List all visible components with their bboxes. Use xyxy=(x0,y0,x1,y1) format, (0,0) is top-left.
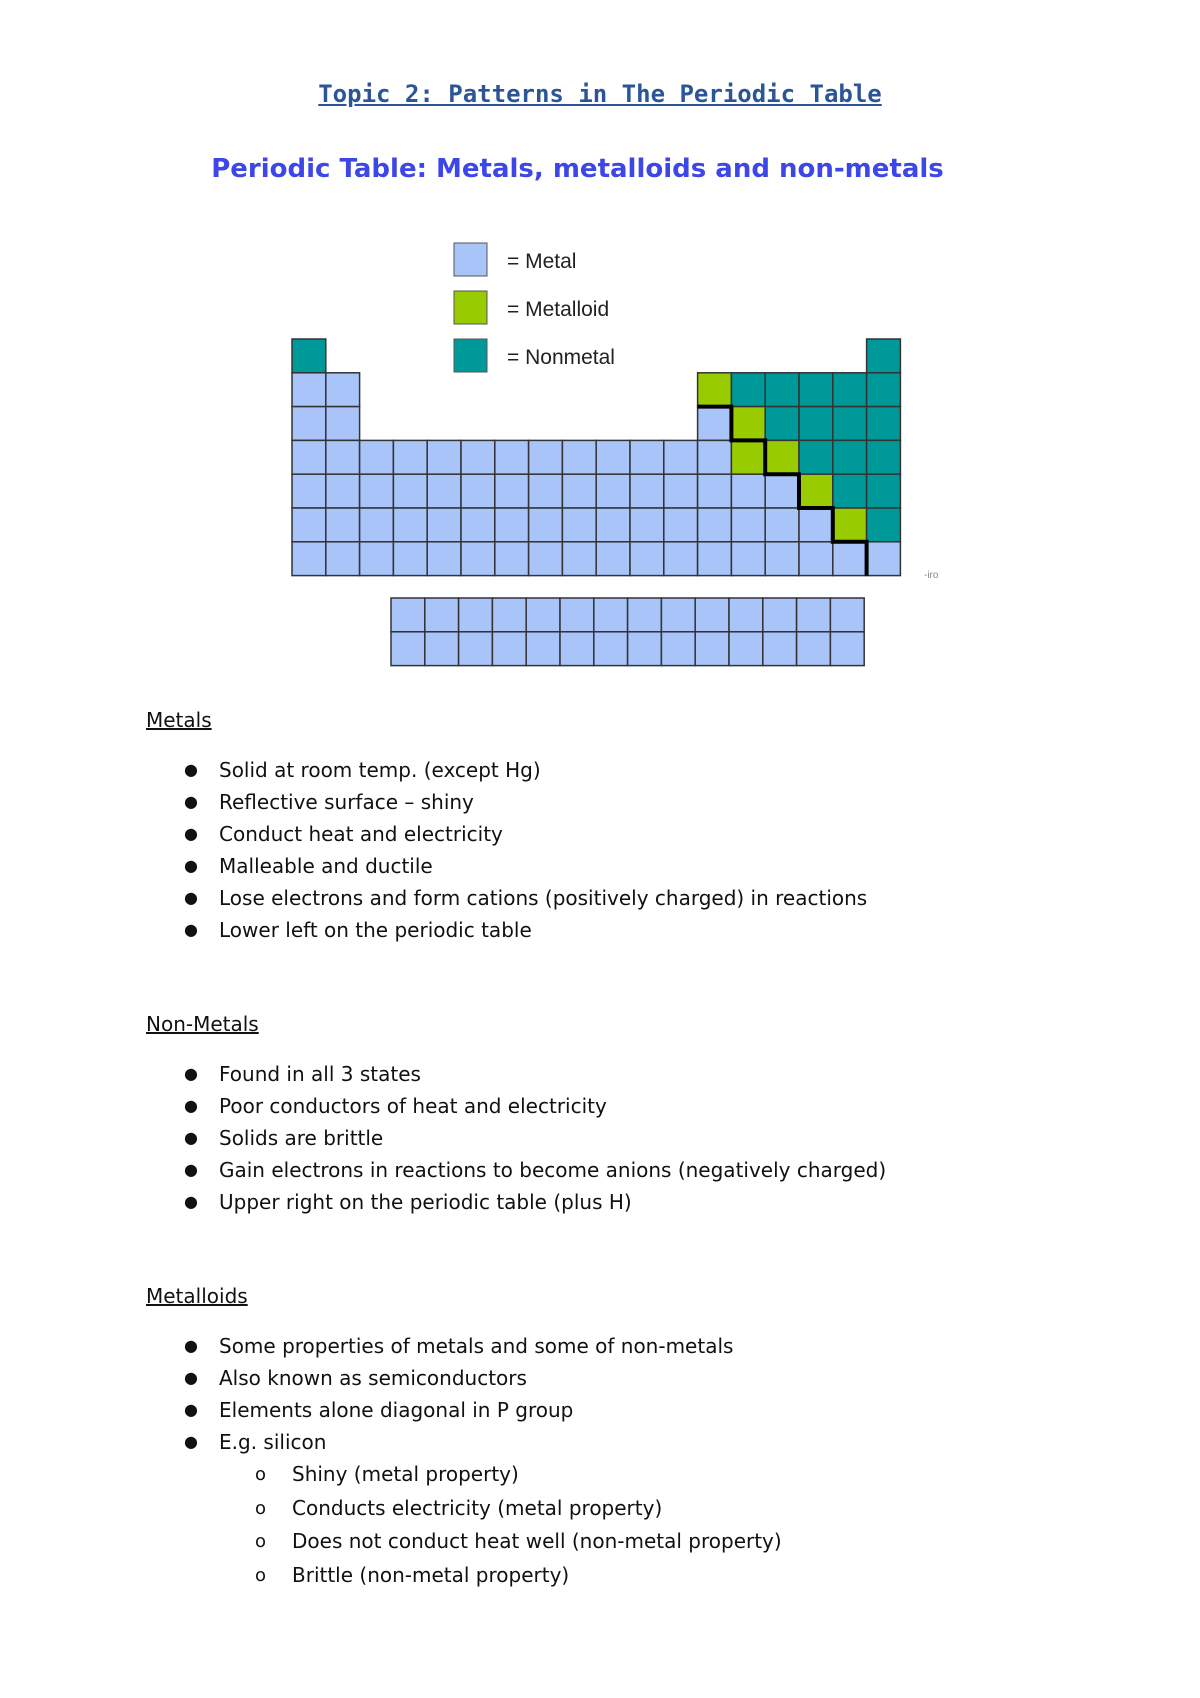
element-cell-metal xyxy=(461,440,495,474)
element-cell-metal xyxy=(661,598,695,632)
element-cell-metal xyxy=(292,373,326,407)
element-cells xyxy=(292,339,900,666)
element-cell-metal xyxy=(698,474,732,508)
element-cell-metal xyxy=(664,508,698,542)
list-item-text: Some properties of metals and some of non-metals xyxy=(219,1334,734,1358)
legend-label-metal: = Metal xyxy=(507,250,577,273)
element-cell-metal xyxy=(529,542,563,576)
element-cell-nonmetal xyxy=(292,339,326,373)
element-cell-nonmetal xyxy=(867,440,901,474)
element-cell-metalloid xyxy=(765,440,799,474)
list-item-text: Reflective surface – shiny xyxy=(219,790,474,814)
legend-swatch-metalloid xyxy=(454,291,487,324)
element-cell-metal xyxy=(326,474,360,508)
element-cell-metal xyxy=(292,508,326,542)
bullet-icon: ● xyxy=(184,920,198,939)
list-item xyxy=(146,1186,1146,1218)
element-cell-metal xyxy=(292,440,326,474)
list-item-text: Also known as semiconductors xyxy=(219,1366,527,1390)
element-cell-metal xyxy=(628,632,662,666)
element-cell-nonmetal xyxy=(867,339,901,373)
element-cell-metalloid xyxy=(731,440,765,474)
bullet-icon: ● xyxy=(184,792,198,811)
metals-list xyxy=(146,754,1146,946)
element-cell-metal xyxy=(765,542,799,576)
sub-list-item-text: Does not conduct heat well (non-metal property) xyxy=(292,1529,782,1553)
element-cell-metal xyxy=(492,632,526,666)
list-item-text: Found in all 3 states xyxy=(219,1062,421,1086)
list-item xyxy=(146,850,1146,882)
list-item xyxy=(146,882,1146,914)
sub-list-item-text: Conducts electricity (metal property) xyxy=(292,1495,663,1520)
element-cell-metal xyxy=(630,542,664,576)
element-cell-metal xyxy=(630,474,664,508)
element-cell-metal xyxy=(560,632,594,666)
element-cell-metal xyxy=(529,440,563,474)
element-cell-metal xyxy=(664,542,698,576)
list-item xyxy=(146,1154,1146,1186)
figure-credit: -iro xyxy=(924,570,939,581)
element-cell-metal xyxy=(461,508,495,542)
element-cell-metalloid xyxy=(799,474,833,508)
element-cell-metal xyxy=(391,598,425,632)
element-cell-metal xyxy=(594,632,628,666)
document-title: Topic 2: Patterns in The Periodic Table xyxy=(318,80,882,108)
element-cell-metal xyxy=(495,474,529,508)
element-cell-metalloid xyxy=(731,407,765,441)
bullet-icon: ● xyxy=(184,1192,198,1211)
list-item-text: Poor conductors of heat and electricity xyxy=(219,1094,607,1118)
element-cell-metal xyxy=(695,632,729,666)
element-cell-metal xyxy=(797,632,831,666)
bullet-icon: ● xyxy=(184,1432,198,1451)
element-cell-metal xyxy=(630,440,664,474)
element-cell-metal xyxy=(459,632,493,666)
element-cell-metal xyxy=(393,542,427,576)
sub-list-item xyxy=(146,1559,1146,1593)
nonmetals-list xyxy=(146,1058,1146,1218)
element-cell-nonmetal xyxy=(765,373,799,407)
list-item-text: Lose electrons and form cations (positively charged) in reactions xyxy=(219,886,868,910)
element-cell-nonmetal xyxy=(799,440,833,474)
element-cell-metal xyxy=(664,474,698,508)
element-cell-metal xyxy=(427,440,461,474)
element-cell-metal xyxy=(630,508,664,542)
list-item-text: Conduct heat and electricity xyxy=(219,822,503,846)
sub-list-item xyxy=(146,1458,1146,1492)
bullet-icon: ● xyxy=(184,1400,198,1419)
bullet-icon: ● xyxy=(184,1368,198,1387)
element-cell-metal xyxy=(765,508,799,542)
element-cell-metal xyxy=(562,474,596,508)
legend-swatch-metal xyxy=(454,243,487,276)
element-cell-nonmetal xyxy=(867,407,901,441)
bullet-icon: ● xyxy=(184,824,198,843)
sub-list-item-text: Brittle (non-metal property) xyxy=(292,1562,570,1587)
list-item xyxy=(146,1330,1146,1362)
list-item xyxy=(146,1426,1146,1458)
element-cell-metal xyxy=(596,542,630,576)
element-cell-metal xyxy=(391,632,425,666)
element-cell-nonmetal xyxy=(867,474,901,508)
element-cell-metal xyxy=(326,440,360,474)
element-cell-metal xyxy=(731,474,765,508)
legend-label-metalloid: = Metalloid xyxy=(507,298,610,321)
element-cell-metal xyxy=(393,440,427,474)
element-cell-metal xyxy=(427,508,461,542)
legend-label-nonmetal: = Nonmetal xyxy=(507,346,615,369)
element-cell-metal xyxy=(360,542,394,576)
sub-list-item xyxy=(146,1525,1146,1559)
element-cell-metal xyxy=(729,632,763,666)
list-item-text: Malleable and ductile xyxy=(219,854,433,878)
element-cell-metal xyxy=(763,598,797,632)
element-cell-metal xyxy=(763,632,797,666)
element-cell-metal xyxy=(698,407,732,441)
list-item-text: E.g. silicon xyxy=(219,1430,327,1454)
element-cell-metal xyxy=(360,474,394,508)
element-cell-metal xyxy=(326,508,360,542)
element-cell-nonmetal xyxy=(799,373,833,407)
element-cell-nonmetal xyxy=(833,440,867,474)
element-cell-metal xyxy=(526,632,560,666)
element-cell-metal xyxy=(427,474,461,508)
element-cell-metal xyxy=(664,440,698,474)
bullet-icon: ● xyxy=(184,1096,198,1115)
bullet-icon: ● xyxy=(184,1064,198,1083)
figure-title: Periodic Table: Metals, metalloids and non-metals xyxy=(211,154,944,184)
element-cell-metal xyxy=(799,508,833,542)
list-item xyxy=(146,786,1146,818)
element-cell-metal xyxy=(461,474,495,508)
list-item-text: Solids are brittle xyxy=(219,1126,384,1150)
metalloids-list xyxy=(146,1330,1146,1592)
element-cell-metalloid xyxy=(833,508,867,542)
legend-swatch-nonmetal xyxy=(454,339,487,372)
element-cell-metal xyxy=(360,440,394,474)
element-cell-metal xyxy=(729,598,763,632)
element-cell-metal xyxy=(596,474,630,508)
list-item xyxy=(146,914,1146,946)
element-cell-metal xyxy=(562,542,596,576)
bullet-icon: ● xyxy=(184,1336,198,1355)
element-cell-metal xyxy=(425,632,459,666)
legend xyxy=(454,243,615,372)
element-cell-nonmetal xyxy=(731,373,765,407)
sub-list-item-text: Shiny (metal property) xyxy=(292,1462,519,1486)
element-cell-metal xyxy=(326,542,360,576)
element-cell-metal xyxy=(292,474,326,508)
element-cell-metal xyxy=(425,598,459,632)
sub-bullet-icon: o xyxy=(255,1464,267,1485)
element-cell-metal xyxy=(529,474,563,508)
element-cell-nonmetal xyxy=(799,407,833,441)
element-cell-metal xyxy=(326,407,360,441)
element-cell-metal xyxy=(526,598,560,632)
metals-section xyxy=(146,708,1146,946)
bullet-icon: ● xyxy=(184,888,198,907)
element-cell-metal xyxy=(292,542,326,576)
list-item-text: Upper right on the periodic table (plus H) xyxy=(219,1190,632,1214)
element-cell-metal xyxy=(698,440,732,474)
element-cell-metal xyxy=(797,598,831,632)
element-cell-nonmetal xyxy=(833,407,867,441)
element-cell-nonmetal xyxy=(833,474,867,508)
element-cell-metal xyxy=(698,508,732,542)
element-cell-metal xyxy=(495,440,529,474)
element-cell-metal xyxy=(628,598,662,632)
element-cell-metal xyxy=(596,508,630,542)
bullet-icon: ● xyxy=(184,760,198,779)
element-cell-metal xyxy=(427,542,461,576)
element-cell-metal xyxy=(661,632,695,666)
metalloids-heading: Metalloids xyxy=(146,1284,248,1308)
element-cell-metal xyxy=(562,440,596,474)
element-cell-metal xyxy=(492,598,526,632)
element-cell-metal xyxy=(830,632,864,666)
element-cell-metal xyxy=(833,542,867,576)
element-cell-metal xyxy=(867,542,901,576)
element-cell-nonmetal xyxy=(765,407,799,441)
periodic-table-figure xyxy=(0,0,1200,700)
element-cell-metal xyxy=(292,407,326,441)
element-cell-nonmetal xyxy=(867,508,901,542)
list-item xyxy=(146,1090,1146,1122)
list-item xyxy=(146,1394,1146,1426)
element-cell-metal xyxy=(495,542,529,576)
element-cell-metal xyxy=(799,542,833,576)
bullet-icon: ● xyxy=(184,1128,198,1147)
list-item xyxy=(146,818,1146,850)
element-cell-metal xyxy=(560,598,594,632)
element-cell-metal xyxy=(596,440,630,474)
element-cell-metal xyxy=(594,598,628,632)
element-cell-metal xyxy=(360,508,394,542)
element-cell-metal xyxy=(461,542,495,576)
element-cell-metalloid xyxy=(698,373,732,407)
element-cell-metal xyxy=(731,542,765,576)
element-cell-metal xyxy=(698,542,732,576)
element-cell-nonmetal xyxy=(833,373,867,407)
element-cell-metal xyxy=(393,474,427,508)
metals-heading: Metals xyxy=(146,708,212,732)
element-cell-metal xyxy=(695,598,729,632)
element-cell-metal xyxy=(326,373,360,407)
bullet-icon: ● xyxy=(184,1160,198,1179)
sub-bullet-icon: o xyxy=(255,1564,267,1586)
element-cell-metal xyxy=(731,508,765,542)
metalloids-section xyxy=(146,1284,1146,1592)
list-item xyxy=(146,1362,1146,1394)
sub-bullet-icon: o xyxy=(255,1497,267,1519)
element-cell-metal xyxy=(393,508,427,542)
list-item-text: Lower left on the periodic table xyxy=(219,918,532,942)
bullet-icon: ● xyxy=(184,856,198,875)
element-cell-metal xyxy=(529,508,563,542)
list-item-text: Solid at room temp. (except Hg) xyxy=(219,758,541,782)
list-item xyxy=(146,1058,1146,1090)
list-item xyxy=(146,1122,1146,1154)
nonmetals-heading: Non-Metals xyxy=(146,1012,259,1036)
list-item-text: Elements alone diagonal in P group xyxy=(219,1398,574,1422)
sub-list-item xyxy=(146,1492,1146,1526)
element-cell-metal xyxy=(830,598,864,632)
list-item xyxy=(146,754,1146,786)
element-cell-metal xyxy=(495,508,529,542)
nonmetals-section xyxy=(146,1012,1146,1218)
element-cell-metal xyxy=(459,598,493,632)
element-cell-metal xyxy=(765,474,799,508)
list-item-text: Gain electrons in reactions to become anions (negatively charged) xyxy=(219,1158,887,1182)
sub-bullet-icon: o xyxy=(255,1531,267,1552)
element-cell-nonmetal xyxy=(867,373,901,407)
element-cell-metal xyxy=(562,508,596,542)
